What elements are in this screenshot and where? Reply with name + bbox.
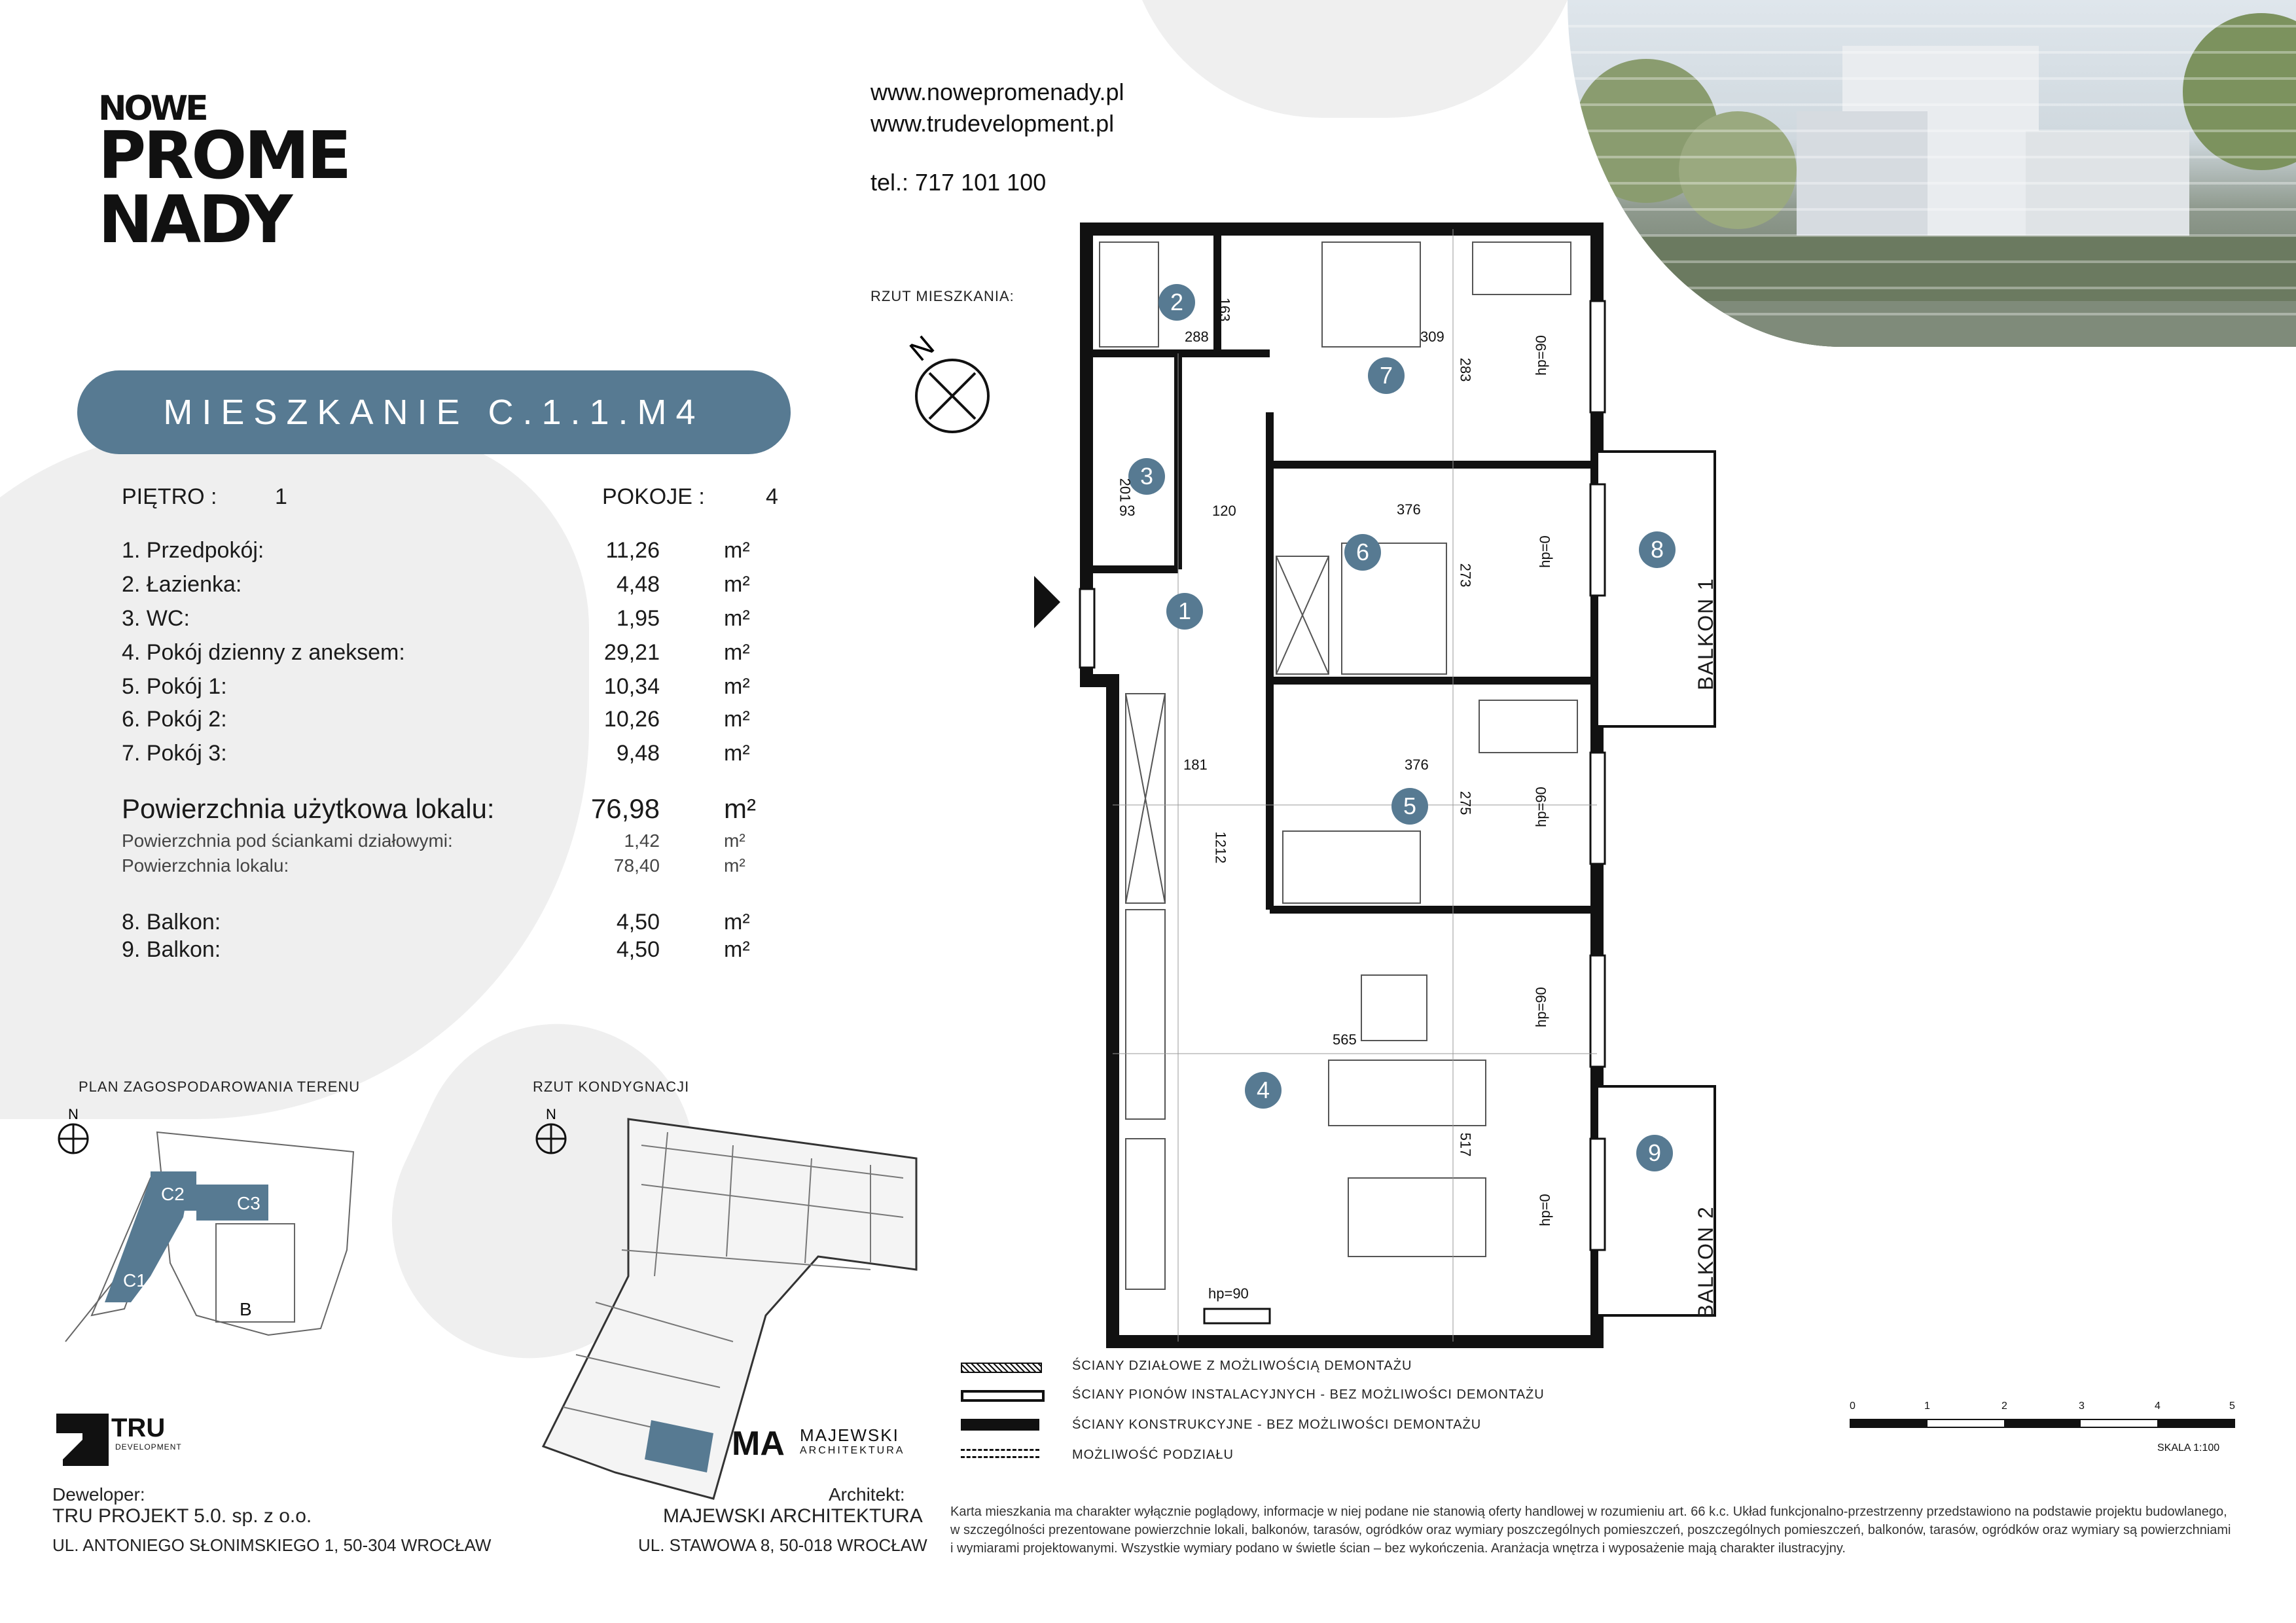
developer-name: TRU PROJEKT 5.0. sp. z o.o. [52,1505,312,1527]
partition-area-label: Powierzchnia pod ściankami działowymi: [122,830,453,851]
phone-number: tel.: 717 101 100 [870,169,1047,196]
tru-logo-text: TRU [111,1414,166,1442]
partition-area-unit: m² [724,830,745,851]
dimension-label: 376 [1405,757,1429,773]
balcony-area: 4,50 [616,937,660,962]
scale-bar-graphic [1850,1419,2235,1428]
dimension-label: 273 [1457,563,1474,588]
website-link-1[interactable]: www.nowepromenady.pl [870,79,1124,105]
room-row [122,569,757,599]
room-unit: m² [724,640,750,665]
legend-text: ŚCIANY KONSTRUKCYJNE - BEZ MOŻLIWOŚCI DEMONTAŻU [1072,1418,1482,1432]
room-number-1: 1 [1166,593,1203,630]
tru-logo-mark-icon [56,1414,109,1466]
scale-tick: 5 [2229,1400,2235,1412]
logo-line-1: NOWE [98,89,206,128]
scale-tick: 1 [1924,1400,1930,1412]
room-area: 10,26 [603,707,660,732]
balcony-2-label: BALKON 2 [1693,1205,1717,1319]
total-area-value: 78,40 [613,855,660,876]
room-area: 29,21 [603,640,660,665]
usable-area-label: Powierzchnia użytkowa lokalu: [122,793,495,824]
disclaimer-text: Karta mieszkania ma charakter wyłącznie poglądowy, informacje w niej podane nie stanowią oferty handlowej w rozumieniu art. 66 k.c. Układ funkcjonalno-przestrzenny przedstawiono na podstawie projektu budowlanego, w szczególności prezentowane powierzchnie lokali, balkonów, tarasów, ogródków oraz wymiary poszczególnych pomieszczeń, poszczególnych pomieszczeń, balkonów, tarasów, ogródków oraz wymiary są powierzchniami i wymiarami projektowanymi. Wszystkie wymiary podano w świetle ścian – bez wykończenia. Aranżacja wnętrza i wyposażenie mają charakter ilustracyjny. [950,1505,2231,1556]
room-area: 1,95 [616,606,660,631]
website-link-2[interactable]: www.trudevelopment.pl [870,110,1115,137]
north-label: N [903,329,941,368]
developer-address: UL. ANTONIEGO SŁONIMSKIEGO 1, 50-304 WROCŁAW [52,1535,492,1555]
legend-text: ŚCIANY DZIAŁOWE Z MOŻLIWOŚCIĄ DEMONTAŻU [1072,1359,1412,1373]
svg-text:N: N [68,1106,79,1122]
balcony-label: 8. Balkon: [122,910,221,935]
tru-logo [56,1414,213,1466]
total-area-label: Powierzchnia lokalu: [122,855,289,876]
room-label: 1. Przedpokój: [122,538,264,563]
room-label: 6. Pokój 2: [122,707,227,732]
legend-swatch-dashed [961,1449,1039,1458]
hp-label: hp=90 [1208,1285,1249,1302]
dimension-label: 283 [1457,357,1474,382]
hp-label: hp=90 [1532,987,1549,1027]
background-shape-top [1126,0,1584,118]
small-plan-north-icon [537,1106,565,1153]
svg-text:C3: C3 [237,1193,260,1213]
room-unit: m² [724,741,750,766]
room-area: 10,34 [603,674,660,699]
dimension-label: 1212 [1212,831,1229,864]
room-row [122,637,757,668]
room-area: 11,26 [605,538,660,563]
total-area-unit: m² [724,855,745,876]
room-row [122,603,757,633]
room-number-7: 7 [1368,357,1405,394]
floor-value: 1 [275,484,287,509]
tru-logo-subtext: DEVELOPMENT [115,1442,182,1452]
legend-swatch-outline [961,1390,1045,1402]
balcony-unit: m² [724,937,750,962]
architect-name: MAJEWSKI ARCHITEKTURA [663,1505,923,1527]
room-unit: m² [724,707,750,732]
majewski-logo-sub: ARCHITEKTURA [800,1445,905,1456]
partition-area-value: 1,42 [624,830,660,851]
room-label: 7. Pokój 3: [122,741,227,766]
scale-tick: 2 [2001,1400,2007,1412]
scale-tick: 0 [1850,1400,1856,1412]
svg-text:N: N [546,1106,556,1122]
rooms-label: POKOJE : [602,484,705,509]
site-plan-title: PLAN ZAGOSPODAROWANIA TERENU [79,1079,361,1095]
dimension-label: 120 [1212,503,1236,519]
north-compass-icon [897,327,995,445]
scale-bar [1850,1400,2236,1459]
architect-address: UL. STAWOWA 8, 50-018 WROCŁAW [638,1535,927,1555]
majewski-logo-mark: MA [732,1425,785,1463]
balcony-unit: m² [724,910,750,935]
usable-area-row [122,791,757,827]
room-area: 4,48 [616,572,660,597]
architect-label: Architekt: [829,1484,905,1505]
floor-label: PIĘTRO : [122,484,217,509]
total-area-row [122,851,757,881]
legend-swatch-hatched [961,1363,1042,1373]
balcony-1-label: BALKON 1 [1693,577,1717,690]
site-plan-north-icon [59,1106,88,1153]
balcony-area: 4,50 [616,910,660,935]
svg-text:C1: C1 [123,1270,147,1291]
majewski-logo-name: MAJEWSKI [800,1425,899,1445]
apartment-title: MIESZKANIE C.1.1.M4 [77,370,791,454]
hp-label: hp=90 [1532,335,1549,376]
entrance-arrow-icon [1034,576,1060,628]
plan-caption: RZUT MIESZKANIA: [870,288,1014,304]
room-row [122,704,757,734]
room-label: 4. Pokój dzienny z aneksem: [122,640,405,665]
legend-text: ŚCIANY PIONÓW INSTALACYJNYCH - BEZ MOŻLIWOŚCI DEMONTAŻU [1072,1387,1545,1402]
room-number-6: 6 [1344,534,1381,571]
site-plan-drawing [52,1106,393,1394]
room-number-8: 8 [1639,531,1676,568]
room-number-2: 2 [1158,284,1195,321]
room-unit: m² [724,606,750,631]
balcony-row [122,907,757,937]
dimension-label: 565 [1333,1031,1357,1048]
dimension-label: 309 [1420,329,1444,345]
room-label: 2. Łazienka: [122,572,242,597]
dimension-label: 275 [1457,791,1474,815]
room-number-4: 4 [1245,1072,1282,1109]
usable-area-unit: m² [724,793,756,824]
hp-label: hp=0 [1536,1194,1553,1226]
usable-area-value: 76,98 [590,793,660,824]
svg-text:B: B [240,1299,252,1319]
legend-text: MOŻLIWOŚĆ PODZIAŁU [1072,1448,1234,1462]
dimension-label: 517 [1457,1132,1474,1157]
hp-label: hp=90 [1532,787,1549,827]
svg-text:C2: C2 [161,1184,185,1204]
room-unit: m² [724,538,750,563]
dimension-label: 201 [1117,478,1134,503]
balcony-row [122,935,757,965]
dimension-label: 181 [1183,757,1208,773]
room-unit: m² [724,674,750,699]
hp-label: hp=0 [1536,535,1553,568]
logo-line-2: PROME [98,117,350,194]
room-label: 3. WC: [122,606,190,631]
room-unit: m² [724,572,750,597]
floor-plan-small-title: RZUT KONDYGNACJI [533,1079,690,1095]
developer-label: Deweloper: [52,1484,145,1505]
room-label: 5. Pokój 1: [122,674,227,699]
room-number-3: 3 [1128,458,1165,495]
scale-tick: 4 [2155,1400,2161,1412]
scale-tick: 3 [2079,1400,2085,1412]
room-row [122,738,757,768]
legend-swatch-solid [961,1419,1039,1431]
room-area: 9,48 [616,741,660,766]
dimension-label: 376 [1397,501,1421,518]
balcony-label: 9. Balkon: [122,937,221,962]
scale-caption: SKALA 1:100 [2157,1442,2220,1454]
majewski-logo [732,1424,915,1463]
dimension-label: 93 [1119,503,1136,519]
logo-line-3: NADY [98,181,291,258]
rooms-value: 4 [766,484,778,509]
room-row [122,535,757,565]
room-number-9: 9 [1636,1135,1673,1171]
room-number-5: 5 [1391,788,1428,825]
room-row [122,671,757,702]
dimension-label: 163 [1216,297,1233,322]
dimension-label: 288 [1185,329,1209,345]
